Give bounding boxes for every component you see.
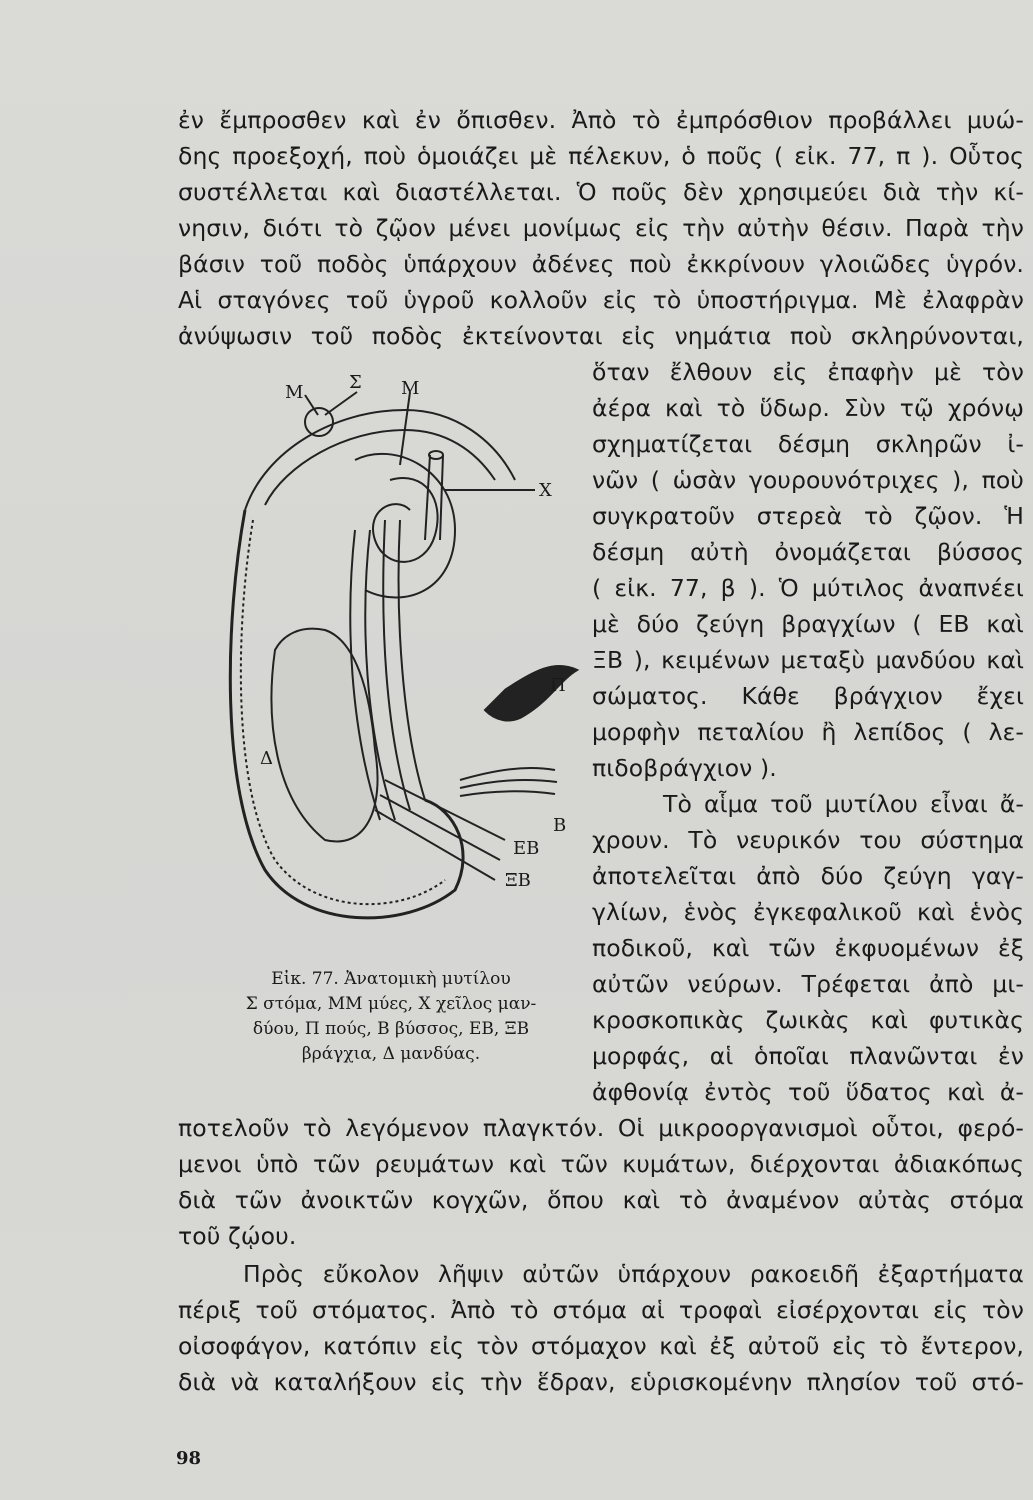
text-line: οἰσοφάγον, κατόπιν εἰς τὸν στόμαχον καὶ ἐξ αὐτοῦ εἰς τὸ ἔντερον, (178, 1332, 1024, 1360)
label-x: X (539, 480, 552, 501)
label-beta: B (553, 815, 567, 836)
text-line: συγκρατοῦν στερεὰ τὸ ζῷον. Ἡ (592, 502, 1024, 530)
text-line: γλίων, ἑνὸς ἐγκεφαλικοῦ καὶ ἑνὸς (592, 898, 1024, 926)
text-line: Τὸ αἷμα τοῦ μυτίλου εἶναι ἄ- (663, 790, 1024, 818)
text-line: μὲ δύο ζεύγη βραγχίων ( ΕΒ καὶ (592, 610, 1024, 638)
text-line: σχηματίζεται δέσμη σκληρῶν ἰ- (592, 430, 1024, 458)
text-line: ἐν ἔμπροσθεν καὶ ἐν ὄπισθεν. Ἀπὸ τὸ ἐμπρόσθιον προβάλλει μυώ- (178, 106, 1024, 134)
text-line: τοῦ ζῴου. (178, 1222, 297, 1250)
text-line: δης προεξοχή, ποὺ ὁμοιάζει μὲ πέλεκυν, ὁ ποῦς ( εἰκ. 77, π ). Οὗτος (178, 142, 1024, 170)
text-line: πιδοβράγχιον ). (592, 754, 777, 782)
text-line: συστέλλεται καὶ διαστέλλεται. Ὁ ποῦς δὲν χρησιμεύει διὰ τὴν κί- (178, 178, 1024, 206)
mussel-anatomy-figure (205, 370, 585, 955)
text-line: νησιν, διότι τὸ ζῷον μένει μονίμως εἰς τὴν αὐτὴν θέσιν. Παρὰ τὴν (178, 214, 1024, 242)
text-line: ποτελοῦν τὸ λεγόμενον πλαγκτόν. Οἱ μικροοργανισμοὶ οὗτοι, φερό- (178, 1114, 1024, 1142)
text-line: ποδικοῦ, καὶ τῶν ἐκφυομένων ἐξ (592, 934, 1024, 962)
caption-line: δύου, Π πούς, Β βύσσος, ΕΒ, ΞΒ (252, 1019, 530, 1039)
text-line: ὅταν ἔλθουν εἰς ἐπαφὴν μὲ τὸν (592, 358, 1024, 386)
label-sigma: Σ (349, 372, 362, 393)
caption-line: Εἰκ. 77. Ἀνατομικὴ μυτίλου (271, 969, 511, 989)
text-line: ἀποτελεῖται ἀπὸ δύο ζεύγη γαγ- (592, 862, 1024, 890)
text-line: πέριξ τοῦ στόματος. Ἀπὸ τὸ στόμα αἱ τροφαὶ εἰσέρχονται εἰς τὸν (178, 1296, 1024, 1324)
text-line: μενοι ὑπὸ τῶν ρευμάτων καὶ τῶν κυμάτων, διέρχονται ἀδιακόπως (178, 1150, 1024, 1178)
label-m-right: M (401, 378, 420, 399)
mussel-drawing (205, 370, 585, 955)
text-line: Πρὸς εὔκολον λῆψιν αὐτῶν ὑπάρχουν ρακοειδῆ ἐξαρτήματα (243, 1260, 1024, 1288)
text-line: βάσιν τοῦ ποδὸς ὑπάρχουν ἀδένες ποὺ ἐκκρίνουν γλοιῶδες ὑγρόν. (178, 250, 1024, 278)
label-pi: Π (550, 675, 566, 696)
text-line: ἀέρα καὶ τὸ ὕδωρ. Σὺν τῷ χρόνῳ (592, 394, 1024, 422)
page-number: 98 (176, 1448, 202, 1469)
figure-caption (205, 967, 577, 1067)
text-line: διὰ νὰ καταλήξουν εἰς τὴν ἕδραν, εὑρισκομένην πλησίον τοῦ στό- (178, 1368, 1024, 1396)
text-line: ( εἰκ. 77, β ). Ὁ μύτιλος ἀναπνέει (592, 574, 1024, 602)
text-line: νῶν ( ὡσὰν γουρουνότριχες ), ποὺ (592, 466, 1024, 494)
text-line: σώματος. Κάθε βράγχιον ἔχει (592, 682, 1024, 710)
text-line: δέσμη αὐτὴ ὀνομάζεται βύσσος (592, 538, 1024, 566)
text-line: μορφάς, αἱ ὁποῖαι πλανῶνται ἐν (592, 1042, 1024, 1070)
text-line: διὰ τῶν ἀνοικτῶν κογχῶν, ὅπου καὶ τὸ ἀναμένον αὐτὰς στόμα (178, 1186, 1024, 1214)
caption-line: Σ στόμα, ΜΜ μύες, Χ χεῖλος μαν- (245, 994, 537, 1014)
text-line: ΞΒ ), κειμένων μεταξὺ μανδύου καὶ (592, 646, 1024, 674)
label-xb: ΞB (505, 870, 531, 891)
text-line: κροσκοπικὰς ζωικὰς καὶ φυτικὰς (592, 1006, 1024, 1034)
text-line: αὐτῶν νεύρων. Τρέφεται ἀπὸ μι- (592, 970, 1024, 998)
text-line: μορφὴν πεταλίου ἢ λεπίδος ( λε- (592, 718, 1024, 746)
caption-line: βράγχια, Δ μανδύας. (301, 1044, 481, 1064)
label-delta: Δ (260, 748, 273, 769)
text-line: ἀφθονίᾳ ἐντὸς τοῦ ὕδατος καὶ ἀ- (592, 1078, 1024, 1106)
text-line: Αἱ σταγόνες τοῦ ὑγροῦ κολλοῦν εἰς τὸ ὑποστήριγμα. Μὲ ἐλαφρὰν (178, 286, 1024, 314)
text-line: ἀνύψωσιν τοῦ ποδὸς ἐκτείνονται εἰς νημάτια ποὺ σκληρύνονται, (178, 322, 1024, 350)
text-line: χρουν. Τὸ νευρικόν του σύστημα (592, 826, 1024, 854)
label-eb: EB (513, 838, 540, 859)
label-m-left: M (285, 382, 304, 403)
